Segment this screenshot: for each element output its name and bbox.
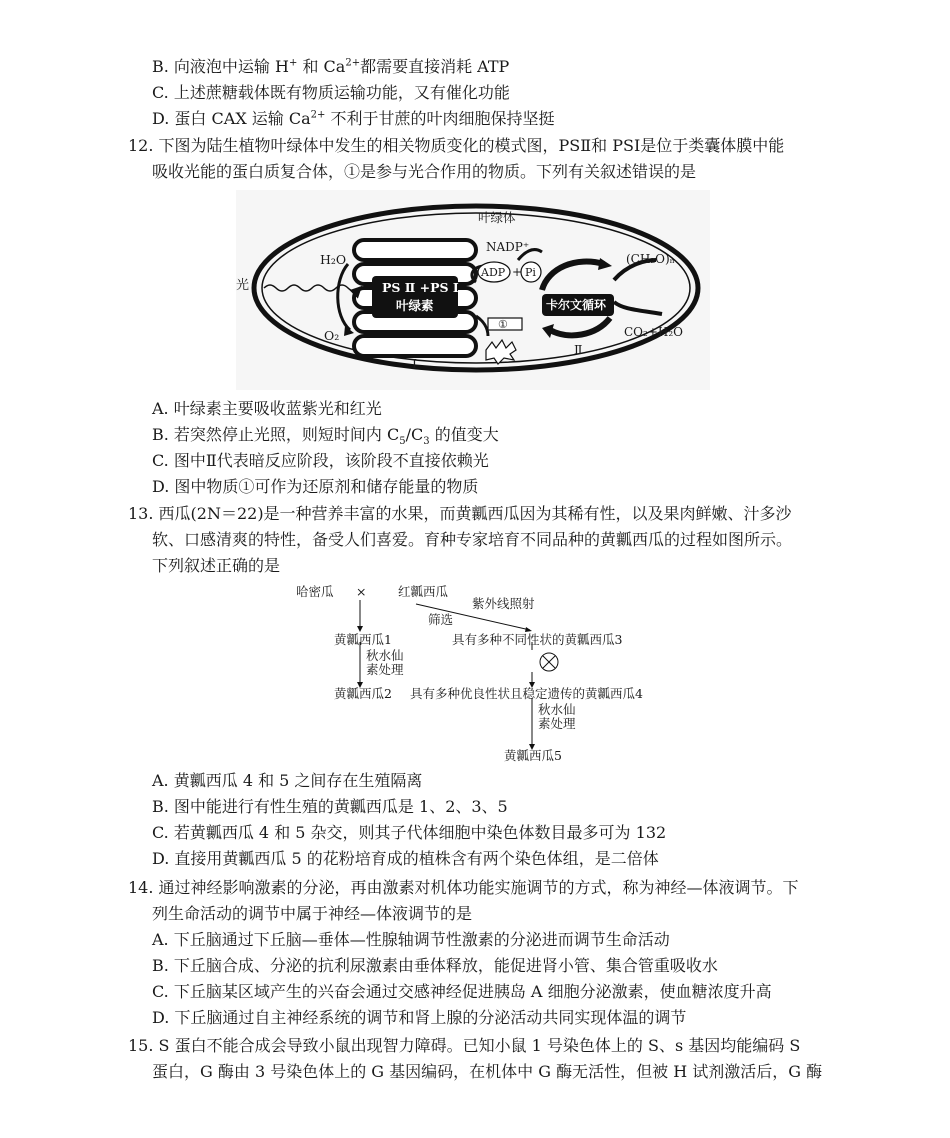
label-ch2o: (CH₂O)ₙ bbox=[626, 252, 675, 266]
q11-option-d: D. 蛋白 CAX 运输 $Ca^{2+}$ 不利于甘蔗的叶肉细胞保持坚挺 bbox=[152, 109, 555, 128]
label-pi: Pi bbox=[525, 266, 536, 279]
label-calvin: 卡尔文循环 bbox=[546, 298, 607, 312]
label-h2o: H₂O bbox=[320, 252, 347, 267]
label-light: 光 bbox=[236, 278, 250, 293]
flow-uv: 紫外线照射 bbox=[472, 596, 535, 611]
flow-yellow-2: 黄瓤西瓜2 bbox=[334, 686, 392, 701]
label-nadp: NADP⁺ bbox=[486, 240, 530, 254]
label-adp: ADP bbox=[481, 266, 506, 279]
q12-option-a: A. 叶绿素主要吸收蓝紫光和红光 bbox=[152, 399, 382, 418]
q13-stem-line1: 13. 西瓜(2N＝22)是一种营养丰富的水果，而黄瓤西瓜因为其稀有性，以及果肉鲜嫩、汁多沙 bbox=[128, 504, 792, 523]
q14-stem-line1: 14. 通过神经影响激素的分泌，再由激素对机体功能实施调节的方式，称为神经—体液调节。下 bbox=[128, 878, 799, 897]
q12-option-c: C. 图中Ⅱ代表暗反应阶段，该阶段不直接依赖光 bbox=[152, 451, 489, 470]
label-o2: O₂ bbox=[324, 328, 340, 343]
q11-option-c: C. 上述蔗糖载体既有物质运输功能，又有催化功能 bbox=[152, 83, 510, 102]
flow-colchicine-2a: 秋水仙 bbox=[538, 702, 576, 717]
flow-colchicine-1b: 素处理 bbox=[366, 662, 404, 677]
flow-hami: 哈密瓜 bbox=[296, 584, 334, 599]
flow-colchicine-2b: 素处理 bbox=[538, 716, 576, 731]
chloroplast-diagram bbox=[236, 190, 710, 390]
flow-yellow-5: 黄瓤西瓜5 bbox=[504, 748, 562, 763]
q15-stem-line1: 15. S 蛋白不能合成会导致小鼠出现智力障碍。已知小鼠 1 号染色体上的 S、s 基因均能编码 S bbox=[128, 1036, 801, 1055]
label-ps: PS Ⅱ +PS Ⅰ bbox=[382, 280, 459, 295]
breeding-flowchart bbox=[290, 580, 690, 770]
q14-option-b: B. 下丘脑合成、分泌的抗利尿激素由垂体释放，能促进肾小管、集合管重吸收水 bbox=[152, 956, 718, 975]
flow-yellow-3: 具有多种不同性状的黄瓤西瓜3 bbox=[452, 632, 623, 647]
q12-option-d: D. 图中物质①可作为还原剂和储存能量的物质 bbox=[152, 477, 479, 496]
q12-stem-line1: 12. 下图为陆生植物叶绿体中发生的相关物质变化的模式图，PSⅡ和 PSⅠ是位于类囊体膜中能 bbox=[128, 136, 785, 155]
chloroplast-diagram-svg bbox=[236, 190, 710, 390]
q14-option-a: A. 下丘脑通过下丘脑—垂体—性腺轴调节性激素的分泌进而调节生命活动 bbox=[152, 930, 670, 949]
q13-option-d: D. 直接用黄瓤西瓜 5 的花粉培育成的植株含有两个染色体组，是二倍体 bbox=[152, 849, 659, 868]
q15-stem-line2: 蛋白，G 酶由 3 号染色体上的 G 基因编码，在机体中 G 酶无活性，但被 H 试剂激活后，G 酶 bbox=[152, 1062, 823, 1081]
q12-stem-line2: 吸收光能的蛋白质复合体，①是参与光合作用的物质。下列有关叙述错误的是 bbox=[152, 162, 697, 181]
label-pigment: 叶绿素 bbox=[396, 298, 434, 313]
label-co2-h2o: CO₂+H₂O bbox=[624, 325, 683, 339]
label-stage-1: Ⅰ bbox=[412, 356, 417, 371]
q13-option-a: A. 黄瓤西瓜 4 和 5 之间存在生殖隔离 bbox=[152, 771, 423, 790]
q13-stem-line3: 下列叙述正确的是 bbox=[152, 556, 281, 575]
flow-red-watermelon: 红瓤西瓜 bbox=[398, 584, 449, 599]
flow-cross-symbol: × bbox=[356, 584, 367, 599]
q13-option-c: C. 若黄瓤西瓜 4 和 5 杂交，则其子代体细胞中染色体数目最多可为 132 bbox=[152, 823, 667, 842]
label-stage-2: Ⅱ bbox=[574, 342, 583, 357]
q11-option-b: B. 向液泡中运输 H+ 和 $Ca^{2+}$都需要直接消耗 ATP bbox=[152, 57, 510, 76]
q14-option-d: D. 下丘脑通过自主神经系统的调节和肾上腺的分泌活动共同实现体温的调节 bbox=[152, 1008, 687, 1027]
q14-stem-line2: 列生命活动的调节中属于神经—体液调节的是 bbox=[152, 904, 473, 923]
flow-colchicine-1a: 秋水仙 bbox=[366, 648, 404, 663]
label-chloroplast: 叶绿体 bbox=[478, 210, 516, 225]
label-material-1: ① bbox=[498, 318, 508, 331]
label-plus: + bbox=[512, 265, 523, 279]
q13-stem-line2: 软、口感清爽的特性，备受人们喜爱。育种专家培育不同品种的黄瓤西瓜的过程如图所示。 bbox=[152, 530, 793, 549]
q14-option-c: C. 下丘脑某区域产生的兴奋会通过交感神经促进胰岛 A 细胞分泌激素，使血糖浓度升高 bbox=[152, 982, 772, 1001]
q12-option-b: B. 若突然停止光照，则短时间内 $C_5/C_3$ 的值变大 bbox=[152, 425, 499, 448]
flow-yellow-1: 黄瓤西瓜1 bbox=[334, 632, 392, 647]
q13-option-b: B. 图中能进行有性生殖的黄瓤西瓜是 1、2、3、5 bbox=[152, 797, 508, 816]
flow-screen: 筛选 bbox=[428, 612, 454, 627]
flow-yellow-4: 具有多种优良性状且稳定遗传的黄瓤西瓜4 bbox=[410, 686, 643, 701]
